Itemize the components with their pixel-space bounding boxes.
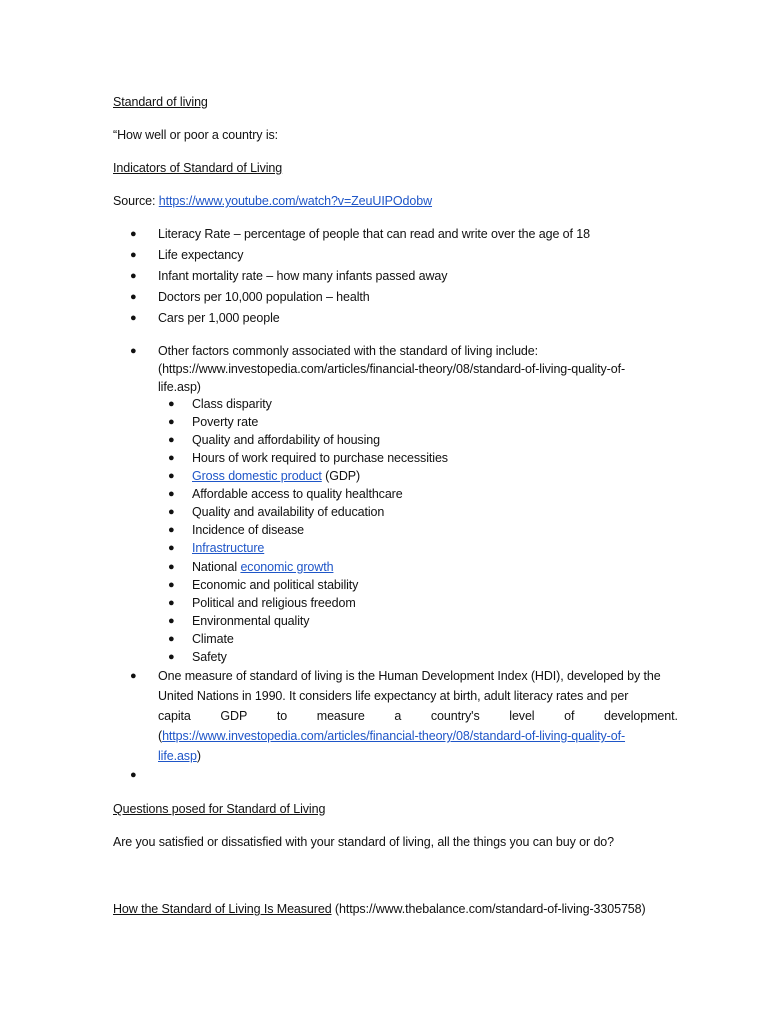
bullet-icon: ●	[130, 249, 137, 261]
factor-item: Political and religious freedom	[192, 596, 356, 610]
bullet-icon: ●	[130, 670, 137, 682]
other-factors-source-end: life.asp)	[158, 380, 201, 394]
gdp-suffix: (GDP)	[321, 469, 361, 483]
bullet-icon: ●	[168, 579, 175, 591]
hdi-word: development.	[604, 709, 678, 723]
bullet-icon: ●	[130, 291, 137, 303]
hdi-word: capita	[158, 709, 191, 723]
source-label: Source:	[113, 194, 159, 208]
hdi-word: country's	[430, 709, 480, 723]
infrastructure-link[interactable]: Infrastructure	[192, 541, 265, 555]
hdi-open-paren: (	[158, 729, 163, 743]
bullet-icon: ●	[130, 228, 137, 240]
bullet-icon: ●	[168, 615, 175, 627]
hdi-close-paren: )	[196, 749, 201, 763]
hdi-word: measure	[316, 709, 365, 723]
bullet-icon: ●	[168, 633, 175, 645]
hdi-line: One measure of standard of living is the Human Development Index (HDI), developed by the	[158, 669, 661, 683]
hdi-word: to	[276, 709, 288, 723]
factor-item: Hours of work required to purchase necessities	[192, 451, 448, 465]
hdi-paragraph	[158, 668, 678, 768]
bullet-icon: ●	[130, 270, 137, 282]
document-title: Standard of living	[113, 95, 208, 109]
factor-item: Environmental quality	[192, 614, 310, 628]
hdi-word: level	[509, 709, 535, 723]
bullet-icon: ●	[130, 345, 137, 357]
economic-growth-link[interactable]: economic growth	[240, 560, 334, 574]
factor-item: Affordable access to quality healthcare	[192, 487, 403, 501]
factor-item: Class disparity	[192, 397, 272, 411]
factor-item: Quality and availability of education	[192, 505, 385, 519]
factor-item: Poverty rate	[192, 415, 259, 429]
factor-item: Climate	[192, 632, 234, 646]
hdi-word: GDP	[220, 709, 248, 723]
bullet-icon: ●	[130, 312, 137, 324]
bullet-icon: ●	[168, 416, 175, 428]
other-factors-intro: Other factors commonly associated with the standard of living include:	[158, 344, 538, 358]
measured-source: (https://www.thebalance.com/standard-of-living-3305758)	[331, 902, 646, 916]
measured-heading: How the Standard of Living Is Measured	[113, 902, 332, 916]
list-item: Life expectancy	[158, 248, 244, 262]
hdi-source-line-end	[158, 748, 678, 768]
factor-item: Economic and political stability	[192, 578, 359, 592]
bullet-icon: ●	[168, 452, 175, 464]
questions-heading: Questions posed for Standard of Living	[113, 802, 326, 816]
factor-item-economic-growth	[192, 559, 333, 575]
hdi-source-link[interactable]: https://www.investopedia.com/articles/financial-theory/08/standard-of-living-quality-of-	[162, 729, 626, 743]
quote-text: “How well or poor a country is:	[113, 128, 279, 142]
hdi-word: of	[564, 709, 575, 723]
list-item: Doctors per 10,000 population – health	[158, 290, 370, 304]
factor-item: Quality and affordability of housing	[192, 433, 380, 447]
measured-line	[113, 901, 646, 917]
bullet-icon: ●	[130, 769, 137, 781]
bullet-icon: ●	[168, 470, 175, 482]
hdi-source-line	[158, 728, 678, 748]
bullet-icon: ●	[168, 524, 175, 536]
hdi-source-link-end[interactable]: life.asp	[158, 749, 197, 763]
other-factors-source: (https://www.investopedia.com/articles/financial-theory/08/standard-of-living-quality-of-	[158, 362, 626, 376]
hdi-justified-line	[158, 708, 678, 728]
factor-item-infrastructure	[192, 540, 264, 556]
source-line	[113, 193, 432, 209]
bullet-icon: ●	[168, 488, 175, 500]
question-text: Are you satisfied or dissatisfied with your standard of living, all the things you can buy or do?	[113, 835, 614, 849]
source-link[interactable]: https://www.youtube.com/watch?v=ZeuUIPOdobw	[158, 194, 433, 208]
bullet-icon: ●	[168, 651, 175, 663]
bullet-icon: ●	[168, 434, 175, 446]
bullet-icon: ●	[168, 542, 175, 554]
list-item: Cars per 1,000 people	[158, 311, 280, 325]
gdp-link[interactable]: Gross domestic product	[192, 469, 322, 483]
indicators-heading: Indicators of Standard of Living	[113, 161, 283, 175]
bullet-icon: ●	[168, 506, 175, 518]
bullet-icon: ●	[168, 597, 175, 609]
factor-item: Incidence of disease	[192, 523, 304, 537]
national-prefix: National	[192, 560, 241, 574]
bullet-icon: ●	[168, 561, 175, 573]
list-item: Literacy Rate – percentage of people that can read and write over the age of 18	[158, 227, 590, 241]
factor-item: Safety	[192, 650, 227, 664]
hdi-word: a	[394, 709, 402, 723]
list-item: Infant mortality rate – how many infants passed away	[158, 269, 448, 283]
bullet-icon: ●	[168, 398, 175, 410]
factor-item-gdp	[192, 468, 360, 484]
hdi-line: United Nations in 1990. It considers life expectancy at birth, adult literacy rates and per	[158, 689, 629, 703]
